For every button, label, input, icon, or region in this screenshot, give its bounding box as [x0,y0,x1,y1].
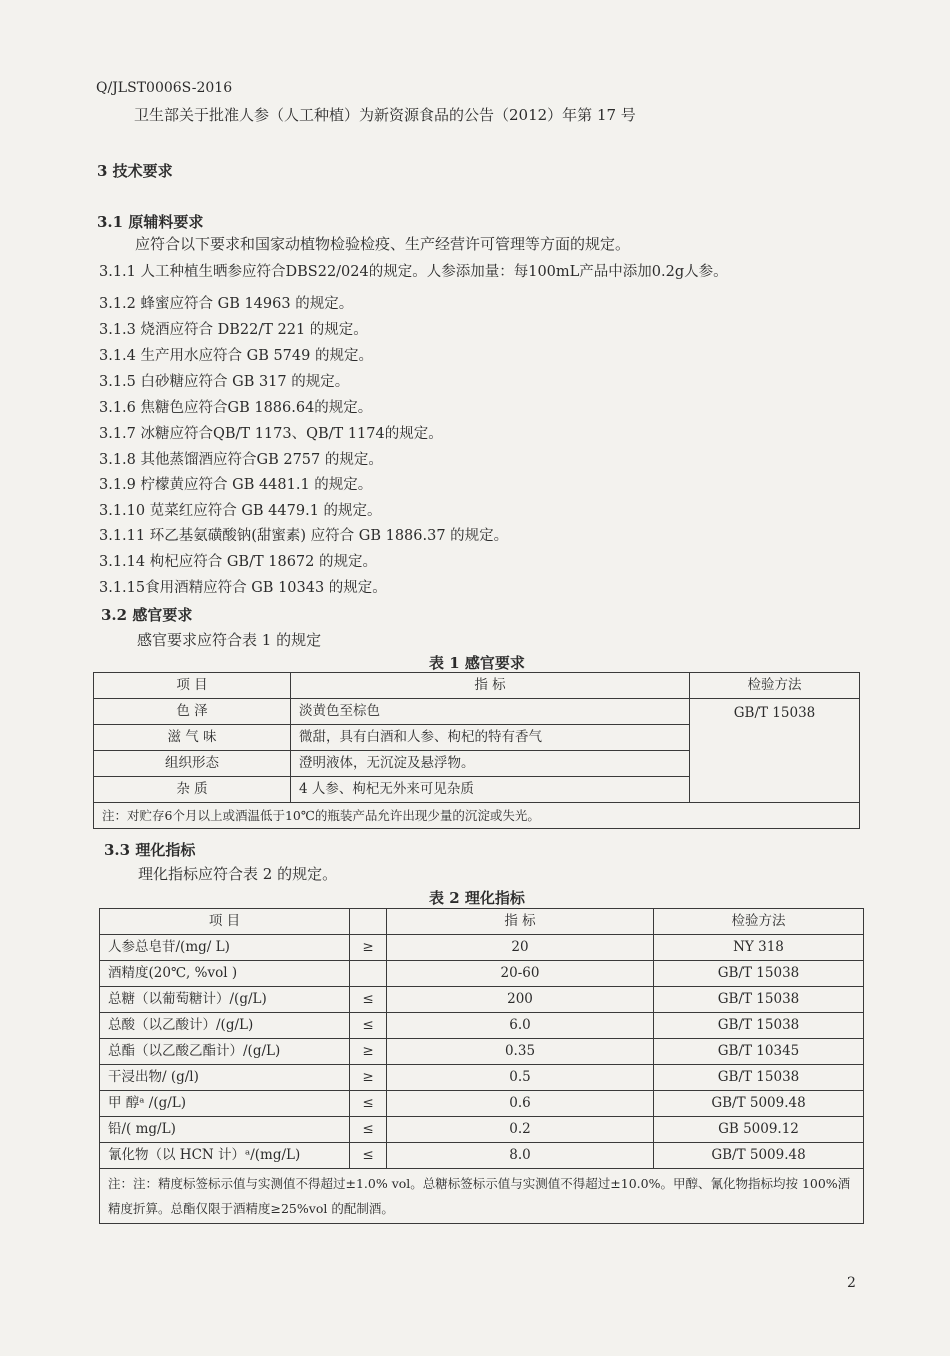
table2-cell-op: ≥ [350,935,387,961]
table2-cell-value: 0.35 [387,1039,654,1065]
table2-cell-op: ≤ [350,1091,387,1117]
table2-cell-value: 8.0 [387,1143,654,1169]
list-item: 3.1.3 烧酒应符合 DB22/T 221 的规定。 [99,322,368,338]
table2-cell-method: GB/T 10345 [654,1039,864,1065]
list-item: 3.1.6 焦糖色应符合GB 1886.64的规定。 [99,400,373,416]
table1-cell-index: 澄明液体，无沉淀及悬浮物。 [291,751,690,777]
table2-cell-method: GB/T 5009.48 [654,1143,864,1169]
list-item: 3.1.2 蜂蜜应符合 GB 14963 的规定。 [99,296,354,312]
table2-cell-method: GB/T 15038 [654,1013,864,1039]
list-item: 3.1.5 白砂糖应符合 GB 317 的规定。 [99,374,350,390]
table-row [100,1039,864,1065]
table2-cell-item: 总糖（以葡萄糖计）/(g/L) [100,987,350,1013]
table2-cell-item: 酒精度(20℃, %vol ) [100,961,350,987]
table2-cell-item: 总酯（以乙酸乙酯计）/(g/L) [100,1039,350,1065]
table-row [100,1065,864,1091]
list-item: 3.1.14 枸杞应符合 GB/T 18672 的规定。 [99,554,377,570]
table2-note: 注：注：精度标签标示值与实测值不得超过±1.0% vol。总糖标签标示值与实测值不得超过±10.0%。甲醇、氰化物指标均按 100%酒精度折算。总酯仅限于酒精度≥25%vol 的配制酒。 [100,1169,864,1224]
table2-cell-value: 6.0 [387,1013,654,1039]
table2-cell-item: 人参总皂苷/(mg/ L) [100,935,350,961]
section-3-3-title: 3.3 理化指标 [104,841,196,859]
table2-cell-op: ≤ [350,1143,387,1169]
doc-code: Q/JLST0006S-2016 [96,80,233,96]
table1-cell-method: GB/T 15038 [690,699,860,803]
table2-cell-value: 0.6 [387,1091,654,1117]
table2-cell-op: ≤ [350,1117,387,1143]
table2-cell-op: ≥ [350,1039,387,1065]
table-row [100,935,864,961]
section-3-1-intro: 应符合以下要求和国家动植物检验检疫、生产经营许可管理等方面的规定。 [135,235,631,253]
table1-cell-item: 杂 质 [94,777,291,803]
table1-note: 注：对贮存6个月以上或酒温低于10℃的瓶装产品允许出现少量的沉淀或失光。 [94,803,860,829]
table2-cell-op: ≥ [350,1065,387,1091]
list-item: 3.1.11 环乙基氨磺酸钠(甜蜜素) 应符合 GB 1886.37 的规定。 [99,528,509,544]
table1-header-method: 检验方法 [690,673,860,699]
list-item: 3.1.8 其他蒸馏酒应符合GB 2757 的规定。 [99,452,383,468]
table2-header-item: 项 目 [100,909,350,935]
list-item: 3.1.4 生产用水应符合 GB 5749 的规定。 [99,348,373,364]
list-item: 3.1.10 苋菜红应符合 GB 4479.1 的规定。 [99,503,382,519]
section-3-title: 3 技术要求 [97,162,173,180]
physicochemical-table [99,908,864,1224]
list-item: 3.1.9 柠檬黄应符合 GB 4481.1 的规定。 [99,477,373,493]
table2-cell-item: 铅/( mg/L) [100,1117,350,1143]
table1-cell-item: 色 泽 [94,699,291,725]
table-row [100,987,864,1013]
table2-cell-item: 总酸（以乙酸计）/(g/L) [100,1013,350,1039]
table2-cell-op [350,961,387,987]
table-row [94,699,860,725]
sensory-table [93,672,860,829]
list-item: 3.1.15食用酒精应符合 GB 10343 的规定。 [99,580,387,596]
table-row [100,1091,864,1117]
section-3-3-intro: 理化指标应符合表 2 的规定。 [138,865,338,883]
list-item: 3.1.1 人工种植生晒参应符合DBS22/024的规定。人参添加量：每100mL产品中添加0.2g人参。 [99,264,728,280]
table1-cell-item: 组织形态 [94,751,291,777]
table2-cell-op: ≤ [350,987,387,1013]
table1-cell-index: 4 人参、枸杞无外来可见杂质 [291,777,690,803]
table2-cell-value: 20-60 [387,961,654,987]
table2-cell-value: 200 [387,987,654,1013]
table1-caption: 表 1 感官要求 [429,654,525,672]
table2-cell-method: GB/T 5009.48 [654,1091,864,1117]
table-row [100,961,864,987]
table1-header-index: 指 标 [291,673,690,699]
table2-cell-value: 0.5 [387,1065,654,1091]
table1-cell-item: 滋 气 味 [94,725,291,751]
list-item: 3.1.7 冰糖应符合QB/T 1173、QB/T 1174的规定。 [99,426,443,442]
table2-cell-item: 甲 醇ᵃ /(g/L) [100,1091,350,1117]
section-3-2-title: 3.2 感官要求 [101,606,193,624]
table2-header-method: 检验方法 [654,909,864,935]
table2-cell-method: GB/T 15038 [654,961,864,987]
table1-header-item: 项 目 [94,673,291,699]
table-row [100,1013,864,1039]
table2-cell-method: GB/T 15038 [654,987,864,1013]
table2-cell-value: 0.2 [387,1117,654,1143]
table2-cell-method: GB 5009.12 [654,1117,864,1143]
table2-cell-op: ≤ [350,1013,387,1039]
table2-header-index: 指 标 [387,909,654,935]
table2-cell-method: NY 318 [654,935,864,961]
section-3-2-intro: 感官要求应符合表 1 的规定 [137,631,322,649]
table2-header-op [350,909,387,935]
table1-cell-index: 微甜，具有白酒和人参、枸杞的特有香气 [291,725,690,751]
table-row [100,1117,864,1143]
table2-caption: 表 2 理化指标 [429,889,525,907]
reference-line: 卫生部关于批准人参（人工种植）为新资源食品的公告（2012）年第 17 号 [134,106,636,124]
table-row [100,1143,864,1169]
section-3-1-title: 3.1 原辅料要求 [97,213,204,231]
table2-cell-method: GB/T 15038 [654,1065,864,1091]
table1-cell-index: 淡黄色至棕色 [291,699,690,725]
table2-cell-item: 干浸出物/ (g/l) [100,1065,350,1091]
table2-cell-item: 氰化物（以 HCN 计）ᵃ/(mg/L) [100,1143,350,1169]
page-number: 2 [847,1275,856,1291]
table2-cell-value: 20 [387,935,654,961]
